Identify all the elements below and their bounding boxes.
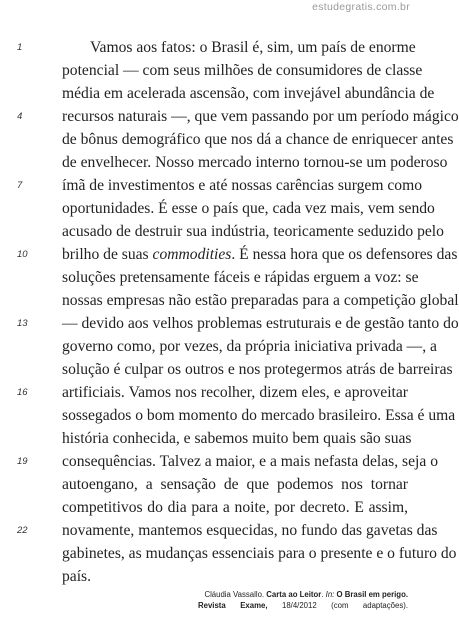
text-line: competitivos do dia para a noite, por decreto. E assim,: [62, 499, 408, 516]
text-line: acusado de destruir sua indústria, teoricamente seduzido pelo: [62, 223, 444, 240]
italic-term: commodities: [152, 246, 232, 263]
text-line: oportunidades. É esse o país que, cada vez mais, vem sendo: [62, 200, 435, 217]
text-line: — devido aos velhos problemas estruturais e de gestão tanto do: [62, 315, 459, 332]
citation-source: [198, 600, 408, 611]
text-line: autoengano, a sensação de que podemos nos tornar: [62, 476, 408, 493]
text-line: novamente, mantemos esquecidas, no fundo das gavetas das: [62, 522, 438, 539]
text-line: sossegados o bom momento do mercado brasileiro. Essa é uma: [62, 407, 456, 424]
text-line: nossas empresas não estão preparadas para a competição global: [62, 292, 459, 309]
line-number: 22: [17, 525, 28, 536]
citation-book: O Brasil em perigo.: [336, 590, 408, 599]
text-segment: . É nessa hora que os defensores das: [231, 246, 458, 263]
text-line: governo como, por vezes, da própria iniciativa privada —, a: [62, 338, 437, 355]
citation-date: 18/4/2012: [281, 601, 317, 610]
citation-line: Cláudia Vassallo. Carta ao Leitor. In: O Brasil em perigo.: [204, 590, 408, 599]
text-segment: brilho de suas: [62, 246, 153, 263]
text-line: história conhecida, e sabemos muito bem quais são suas: [62, 430, 412, 447]
line-number: 19: [17, 456, 28, 467]
citation-note: (com adaptações).: [331, 601, 409, 610]
line-number: 1: [17, 42, 23, 53]
text-line: ímã de investimentos e até nossas carências surgem como: [62, 177, 422, 194]
line-number: 10: [17, 249, 28, 260]
citation-journal: Revista Exame,: [198, 601, 268, 610]
text-line: Vamos aos fatos: o Brasil é, sim, um país de enorme: [90, 39, 416, 56]
text-line: país.: [62, 568, 92, 585]
line-number: 16: [17, 387, 28, 398]
line-number: 4: [17, 111, 23, 122]
citation-author: Cláudia Vassallo.: [204, 590, 265, 599]
text-line: [62, 244, 458, 266]
text-line: gabinetes, as mudanças essenciais para o presente e o futuro do: [62, 545, 457, 562]
text-line: soluções pretensamente fáceis e rápidas erguem a voz: se: [62, 269, 419, 286]
text-line: consequências. Talvez a maior, e a mais nefasta delas, seja o: [62, 453, 438, 470]
text-line: recursos naturais —, que vem passando por um período mágico: [62, 108, 459, 125]
text-line: de bônus demográfico que nos dá a chance de enriquecer antes: [62, 131, 454, 148]
text-line: solução é culpar os outros e nos protegermos atrás de barreiras: [62, 361, 453, 378]
line-number: 13: [17, 318, 28, 329]
text-line: de envelhecer. Nosso mercado interno tornou-se um poderoso: [62, 154, 448, 171]
line-number: 7: [17, 180, 23, 191]
text-line: artificiais. Vamos nos recolher, dizem eles, e aproveitar: [62, 384, 408, 401]
text-line: média em acelerada ascensão, com invejável abundância de: [62, 85, 435, 102]
text-line: potencial — com seus milhões de consumidores de classe: [62, 62, 423, 79]
watermark: estudegratis.com.br: [312, 1, 410, 13]
citation-in: In:: [325, 590, 335, 599]
citation-title: Carta ao Leitor: [266, 590, 322, 599]
